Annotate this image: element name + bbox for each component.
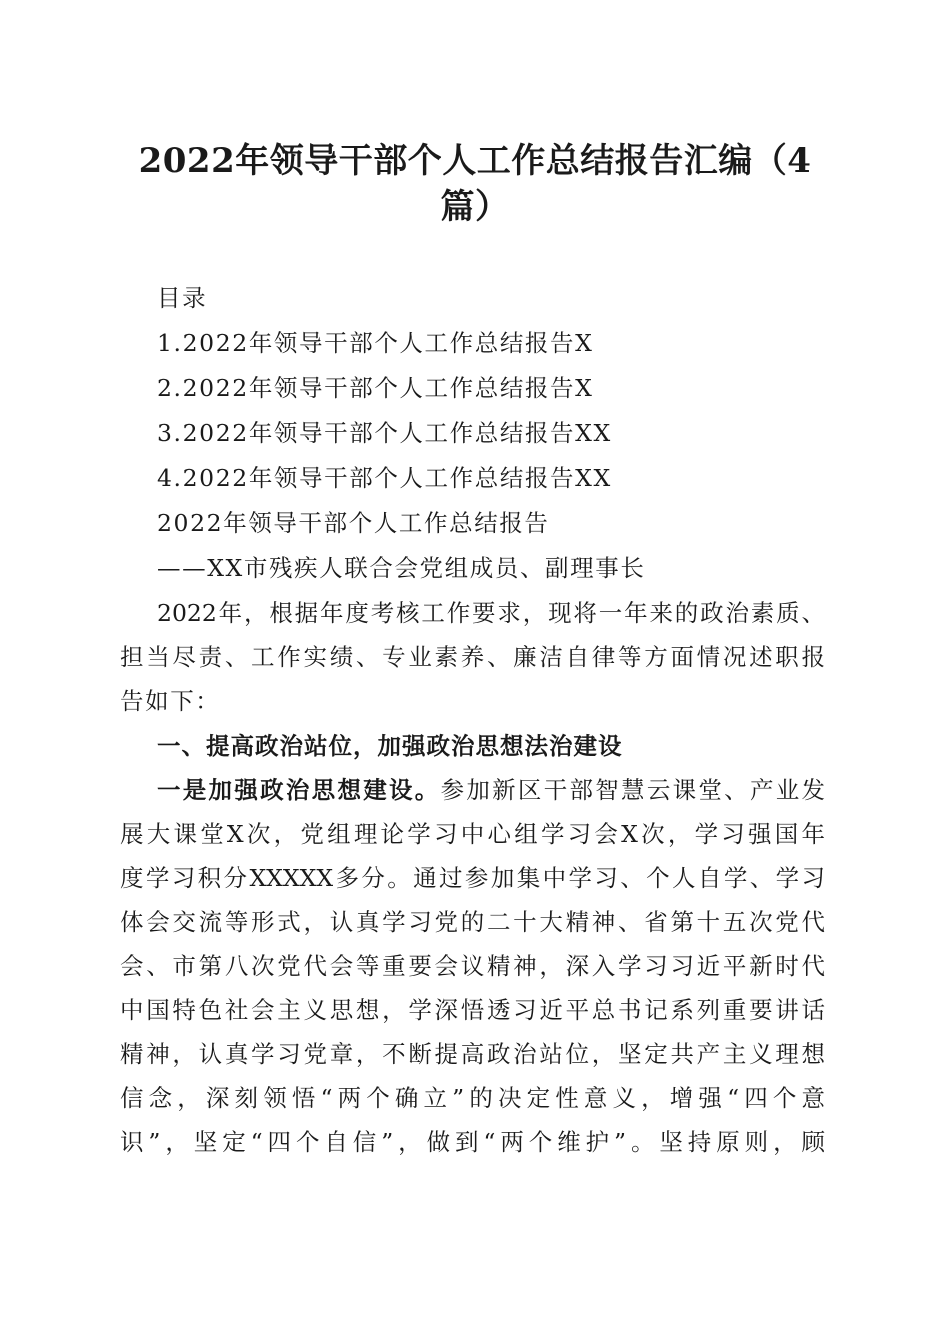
para1-lead: 一是加强政治思想建设。 [157, 776, 441, 804]
intro-line-3: 告如下： [120, 687, 221, 715]
intro-line-1: 2022年，根据年度考核工作要求，现将一年来的政治素质、 [157, 599, 825, 627]
intro-line-2: 担当尽责、工作实绩、专业素养、廉洁自律等方面情况述职报 [120, 643, 825, 671]
report-title: 2022年领导干部个人工作总结报告 [157, 509, 550, 537]
toc-item-3: 3.2022年领导干部个人工作总结报告XX [157, 419, 612, 447]
toc-item-4: 4.2022年领导干部个人工作总结报告XX [157, 464, 612, 492]
para1-line-2: 展大课堂X次，党组理论学习中心组学习会X次，学习强国年 [120, 820, 825, 848]
toc-item-2: 2.2022年领导干部个人工作总结报告X [157, 374, 594, 402]
para1-line-6: 中国特色社会主义思想，学深悟透习近平总书记系列重要讲话 [120, 996, 825, 1024]
para1-line-1 [157, 775, 825, 805]
section-heading-1: 一、提高政治站位，加强政治思想法治建设 [157, 732, 623, 760]
document-title: 2022年领导干部个人工作总结报告汇编（4篇） [138, 141, 812, 227]
para1-line-7: 精神，认真学习党章，不断提高政治站位，坚定共产主义理想 [120, 1040, 825, 1068]
para1-line-5: 会、市第八次党代会等重要会议精神，深入学习习近平新时代 [120, 952, 825, 980]
toc-item-1: 1.2022年领导干部个人工作总结报告X [157, 329, 594, 357]
para1-line-4: 体会交流等形式，认真学习党的二十大精神、省第十五次党代 [120, 908, 825, 936]
para1-line-8: 信念，深刻领悟“两个确立”的决定性意义，增强“四个意 [120, 1084, 825, 1112]
toc-label: 目录 [157, 284, 208, 312]
para1-line-1-text: 参加新区干部智慧云课堂、产业发 [440, 776, 826, 804]
para1-line-3: 度学习积分XXXXX多分。通过参加集中学习、个人自学、学习 [120, 864, 825, 892]
para1-line-9: 识”，坚定“四个自信”，做到“两个维护”。坚持原则，顾 [120, 1128, 825, 1156]
author-line: ——XX市残疾人联合会党组成员、副理事长 [157, 554, 646, 582]
